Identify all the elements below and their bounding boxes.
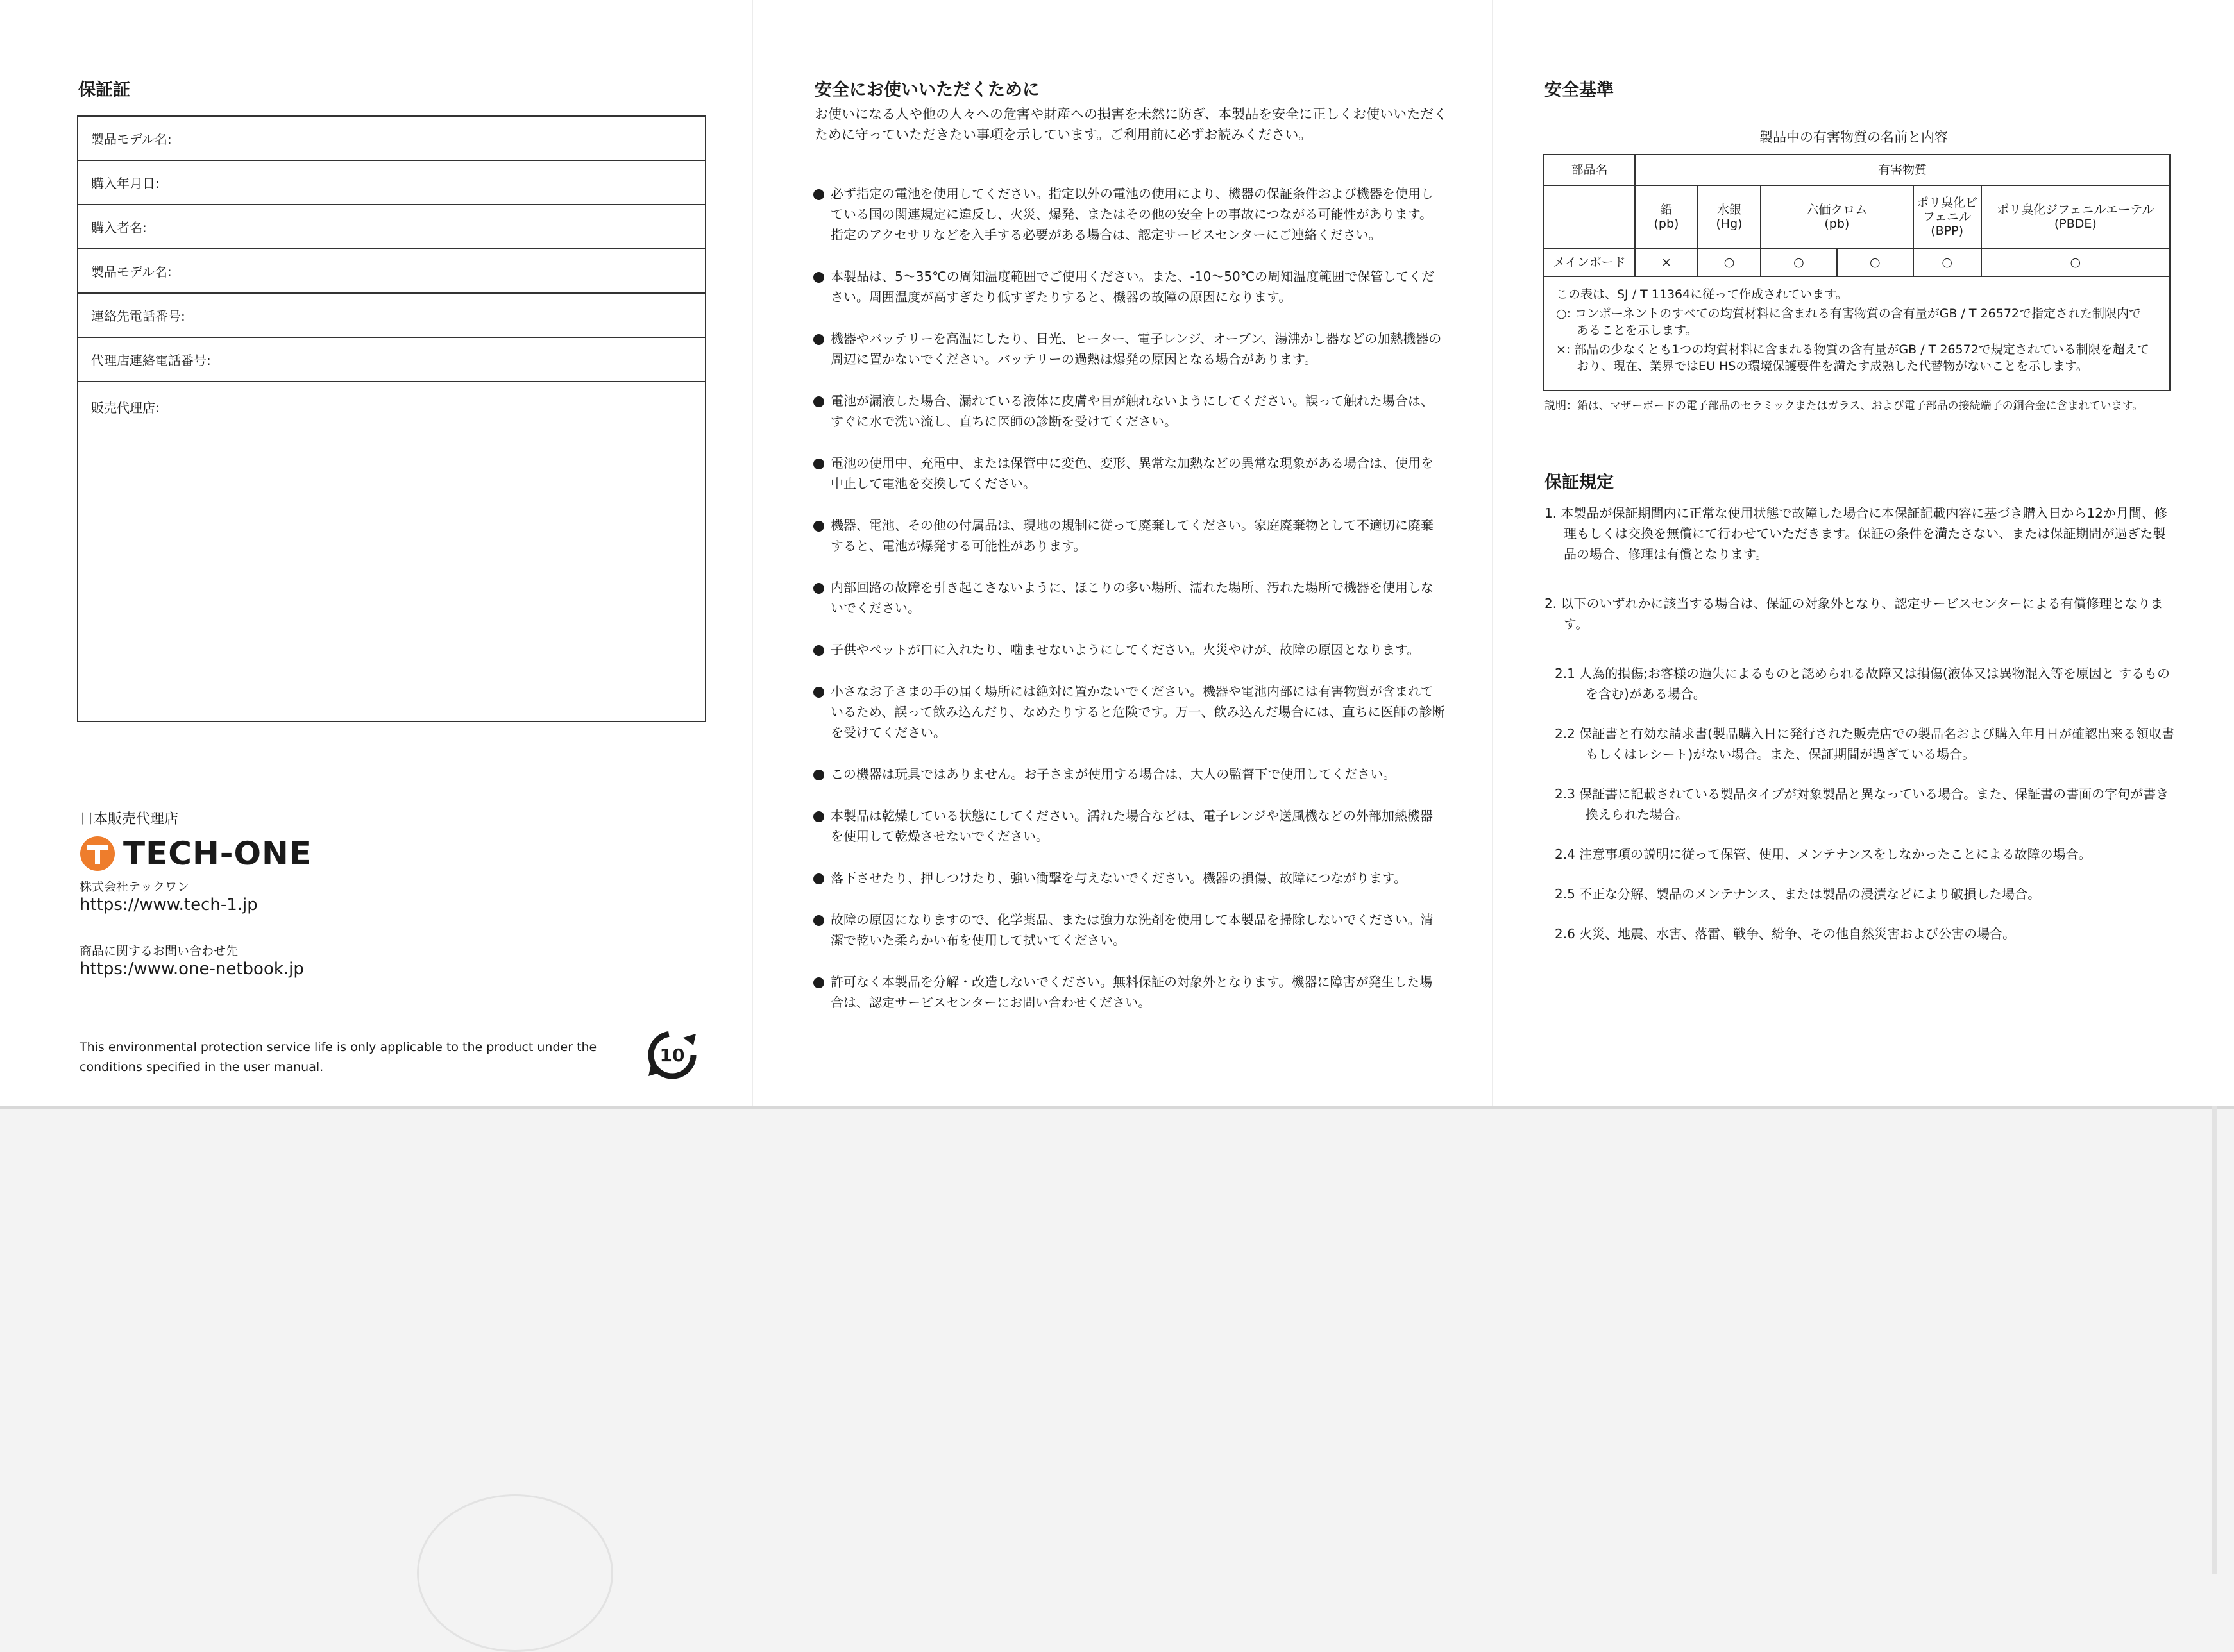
list-item: 必ず指定の電池を使用してください。指定以外の電池の使用により、機器の保証条件および機器を使用している国の関連規定に違反し、火災、爆発、またはその他の安全上の事故につながる可能性があります。 指定のアクセサリなどを入手する必要がある場合は、認定サービスセンターにご連絡ください。 (813, 183, 1445, 245)
safety-heading: 安全にお使いいただくために (815, 80, 1040, 100)
table-cell: × (1635, 248, 1698, 276)
company-name: 株式会社テックワン (80, 880, 190, 894)
part-header: 部品名 (1544, 155, 1635, 185)
list-item: 本製品は、5～35℃の周知温度範囲でご使用ください。また、-10～50℃の周知温度範囲で保管してください。周囲温度が高すぎたり低すぎたりすると、機器の故障の原因になります。 (813, 266, 1445, 307)
safety-intro: お使いになる人や他の人々への危害や財産への損害を未然に防ぎ、本製品を安全に正しくお使いいただくために守っていただきたい事項を示しています。ご利用前に必ずお読みください。 (815, 106, 1448, 142)
background-arc (417, 1494, 613, 1652)
rule-item: 2.1 人為的損傷;お客様の過失によるものと認められる故障又は損傷(液体又は異物混入等を原因と するものを含む)がある場合。 (1555, 666, 2171, 702)
substance-table (1543, 154, 2171, 277)
field-product-model-2: 製品モデル名: (78, 249, 705, 294)
col-lead: 鉛 (pb) (1635, 185, 1698, 248)
sheet-edge (0, 1106, 2234, 1109)
substance-header: 有害物質 (1635, 155, 2170, 185)
table-cell: ○ (1698, 248, 1761, 276)
field-agent-phone: 代理店連絡電話番号: (78, 338, 705, 382)
environment-note: This environmental protection service life is only applicable to the product under the conditions specified in the user manual. (80, 1040, 597, 1074)
lead-remark: 説明：鉛は、マザーボードの電子部品のセラミックまたはガラス、および電子部品の接続端子の銅合金に含まれています。 (1544, 400, 2144, 412)
rule-item: 1. 本製品が保証期間内に正常な使用状態で故障した場合に本保証記載内容に基づき購入日から12か月間、修理もしくは交換を無償にて行わせていただきます。保証の条件を満たさない、または保証期間が過ぎた製品の場合、修理は有償となります。 (1544, 505, 2167, 562)
rule-item: 2.2 保証書と有効な請求書(製品購入日に発行された販売店での製品名および購入年月日が確認出来る領収書もしくはレシート)がない場合。また、保証期間が過ぎている場合。 (1555, 726, 2174, 762)
warranty-heading: 保証証 (78, 80, 130, 100)
warranty-rules (1543, 503, 2178, 963)
field-purchaser-name: 購入者名: (78, 205, 705, 249)
field-product-model: 製品モデル名: (78, 117, 705, 161)
distributor-label: 日本販売代理店 (80, 811, 179, 827)
note-circle: ○: コンポーネントのすべての均質材料に含まれる有害物質の含有量がGB / T 26572で指定された制限内であることを示します。 (1556, 307, 2142, 337)
eco-years: 10 (659, 1045, 685, 1066)
col-pbb: ポリ臭化ビフェニル (BPP) (1913, 185, 1981, 248)
note-cross: ×: 部品の少なくとも1つの均質材料に含まれる物質の含有量がGB / T 26572で規定されている制限を超えており、現在、業界ではEU HSの環境保護要件を満たす成熟した代替物がないことを示します。 (1556, 342, 2149, 373)
list-item: 電池が漏液した場合、漏れている液体に皮膚や目が触れないようにしてください。誤って触れた場合は、すぐに水で洗い流し、直ちに医師の診断を受けてください。 (813, 391, 1445, 432)
tech-one-logo (80, 835, 312, 872)
list-item: 電池の使用中、充電中、または保管中に変色、変形、異常な加熱などの異常な現象がある場合は、使用を中止して電池を交換してください。 (813, 453, 1445, 494)
list-item: 機器、電池、その他の付属品は、現地の規制に従って廃棄してください。家庭廃棄物として不適切に廃棄すると、電池が爆発する可能性があります。 (813, 515, 1445, 556)
rules-heading: 保証規定 (1544, 473, 1614, 493)
list-item: 機器やバッテリーを高温にしたり、日光、ヒーター、電子レンジ、オーブン、湯沸かし器などの加熱機器の周辺に置かないでください。バッテリーの過熱は爆発の原因となる場合があります。 (813, 328, 1445, 369)
list-item: 内部回路の故障を引き起こさないように、ほこりの多い場所、濡れた場所、汚れた場所で機器を使用しないでください。 (813, 577, 1445, 618)
field-contact-phone: 連絡先電話番号: (78, 294, 705, 338)
table-notes (1556, 286, 2153, 377)
list-item: 落下させたり、押しつけたり、強い衝撃を与えないでください。機器の損傷、故障につながります。 (813, 868, 1445, 888)
warranty-card (77, 115, 706, 722)
eco-service-life-icon (643, 1026, 701, 1084)
col-mercury: 水銀 (Hg) (1698, 185, 1761, 248)
list-item: 子供やペットが口に入れたり、噛ませないようにしてください。火災やけが、故障の原因となります。 (813, 639, 1445, 660)
rule-item: 2.6 火災、地震、水害、落雷、戦争、紛争、その他自然災害および公害の場合。 (1555, 926, 2016, 941)
table-cell: ○ (1913, 248, 1981, 276)
rule-item: 2. 以下のいずれかに該当する場合は、保証の対象外となり、認定サービスセンターによる有償修理となります。 (1544, 596, 2163, 632)
paper-edge (2212, 1106, 2217, 1574)
table-cell: ○ (1837, 248, 1913, 276)
list-item: この機器は玩具ではありません。お子さまが使用する場合は、大人の監督下で使用してください。 (813, 764, 1445, 784)
field-purchase-date: 購入年月日: (78, 161, 705, 205)
fold-line (752, 0, 753, 1106)
standards-heading: 安全基準 (1544, 80, 1614, 100)
field-sales-agent: 販売代理店: (91, 400, 160, 416)
brand-name: TECH-ONE (123, 835, 312, 872)
company-url[interactable]: https://www.tech-1.jp (80, 895, 258, 914)
note-standard: この表は、SJ / T 11364に従って作成されています。 (1556, 287, 1848, 301)
inquiry-url[interactable]: https:/www.one-netbook.jp (80, 959, 304, 979)
safety-list (813, 183, 1445, 1034)
inquiry-label: 商品に関するお問い合わせ先 (80, 944, 239, 958)
row-part: メインボード (1544, 248, 1635, 276)
substance-table-title: 製品中の有害物質の名前と内容 (1759, 130, 1948, 145)
list-item: 本製品は乾燥している状態にしてください。濡れた場合などは、電子レンジや送風機などの外部加熱機器を使用して乾燥させないでください。 (813, 805, 1445, 847)
rule-item: 2.4 注意事項の説明に従って保管、使用、メンテナンスをしなかったことによる故障の場合。 (1555, 847, 2092, 862)
tech-one-logo-icon (80, 836, 115, 872)
list-item: 小さなお子さまの手の届く場所には絶対に置かないでください。機器や電池内部には有害物質が含まれているため、誤って飲み込んだり、なめたりすると危険です。万一、飲み込んだ場合には、直ちに医師の診断を受けてください。 (813, 681, 1445, 743)
list-item: 許可なく本製品を分解・改造しないでください。無料保証の対象外となります。機器に障害が発生した場合は、認定サービスセンターにお問い合わせください。 (813, 972, 1445, 1013)
table-cell: ○ (1981, 248, 2170, 276)
col-pbde: ポリ臭化ジフェニルエーテル (PBDE) (1981, 185, 2170, 248)
table-cell: ○ (1761, 248, 1837, 276)
fold-line (1492, 0, 1493, 1106)
col-chromium: 六価クロム (pb) (1761, 185, 1913, 248)
rule-item: 2.5 不正な分解、製品のメンテナンス、または製品の浸漬などにより破損した場合。 (1555, 886, 2041, 902)
rule-item: 2.3 保証書に記載されている製品タイプが対象製品と異なっている場合。また、保証書の書面の字句が書き換えられた場合。 (1555, 786, 2169, 822)
list-item: 故障の原因になりますので、化学薬品、または強力な洗剤を使用して本製品を掃除しないでください。清潔で乾いた柔らかい布を使用して拭いてください。 (813, 909, 1445, 950)
